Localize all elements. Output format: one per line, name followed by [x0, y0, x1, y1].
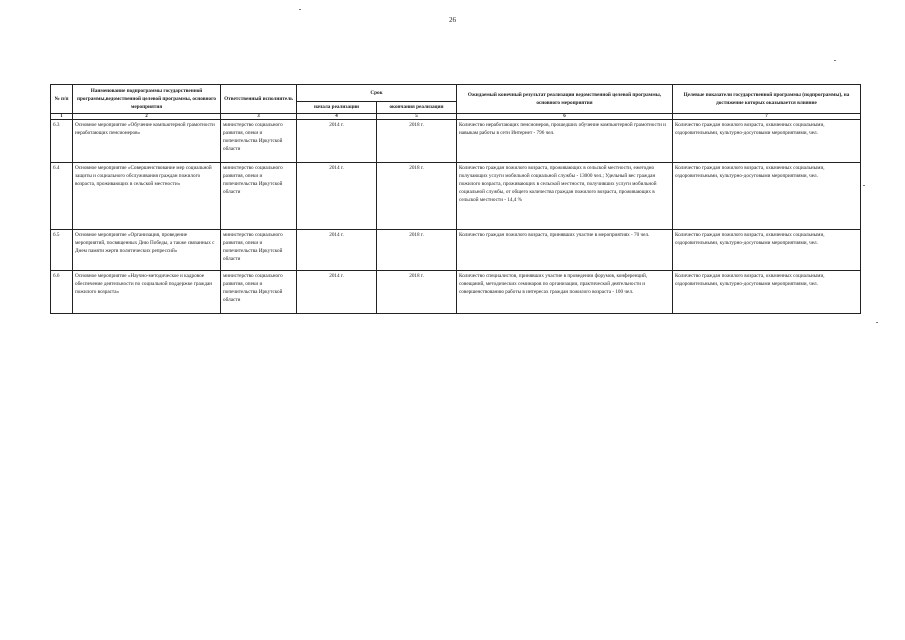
table-row	[51, 120, 861, 163]
target-indicators: Количество граждан пожилого возраста, охваченных социальными, оздоровительными, культурно-досуговыми мероприятиями, чел.	[673, 230, 861, 271]
row-number: 6.3	[51, 120, 73, 163]
header-term-start: начала реализации	[297, 102, 377, 114]
header-number: № п/п	[51, 85, 73, 114]
page-number: 26	[449, 16, 456, 24]
scan-speck	[863, 185, 865, 186]
scan-speck	[834, 60, 836, 61]
responsible-executor: министерство социального развития, опеки и попечительства Иркутской области	[221, 271, 297, 314]
row-number: 6.5	[51, 230, 73, 271]
column-number: 7	[673, 114, 861, 120]
column-number: 5	[377, 114, 457, 120]
activity-name: Основное мероприятие «Совершенствование мер социальной защиты и социального обслуживания граждан пожилого возраста, проживающих в сельской местности»	[73, 163, 221, 230]
header-term: Срок	[297, 85, 457, 102]
start-year: 2014 г.	[297, 163, 377, 230]
row-number: 6.4	[51, 163, 73, 230]
row-number: 6.6	[51, 271, 73, 314]
column-number: 2	[73, 114, 221, 120]
start-year: 2014 г.	[297, 271, 377, 314]
header-term-end: окончания реализации	[377, 102, 457, 114]
end-year: 2018 г.	[377, 230, 457, 271]
table-row	[51, 163, 861, 230]
program-activities-table	[50, 84, 861, 314]
header-name: Наименование подпрограммы государственной программы,ведомственной целевой программы, основного мероприятия	[73, 85, 221, 114]
end-year: 2018 г.	[377, 163, 457, 230]
column-number: 3	[221, 114, 297, 120]
header-responsible: Ответственный исполнитель	[221, 85, 297, 114]
target-indicators: Количество граждан пожилого возраста, охваченных социальными, оздоровительными, культурно-досуговыми мероприятиями, чел.	[673, 271, 861, 314]
column-number: 4	[297, 114, 377, 120]
expected-result: Количество специалистов, принявших участие в проведении форумов, конференций, совещаний, методических семинаров по организации, практической деятельности и совершенствованию работы в интересах граждан пожилого возраста - 100 чел.	[457, 271, 673, 314]
target-indicators: Количество граждан пожилого возраста, охваченных социальными, оздоровительными, культурно-досуговыми мероприятиями, чел.	[673, 120, 861, 163]
expected-result: Количество граждан пожилого возраста, проживающих в сельской местности, ежегодно получающих услуги мобильной социальной службы - 13000 чел.; Удельный вес граждан пожилого возраста, проживающих в сельской местности, получивших услуги мобильной социальной службы, от общего количества граждан пожилого возраста, проживающих в сельской местности - 14,4 %	[457, 163, 673, 230]
header-result: Ожидаемый конечный результат реализации ведомственной целевой программы, основного мероприятия	[457, 85, 673, 114]
table-row	[51, 230, 861, 271]
column-number: 6	[457, 114, 673, 120]
activity-name: Основное мероприятие «Научно-методическое и кадровое обеспечение деятельности по социальной поддержке граждан пожилого возраста»	[73, 271, 221, 314]
scan-speck	[299, 9, 301, 10]
start-year: 2014 г.	[297, 120, 377, 163]
end-year: 2018 г.	[377, 120, 457, 163]
expected-result: Количество неработающих пенсионеров, прошедших обучение компьютерной грамотности и навыкам работы в сети Интернет - 796 чел.	[457, 120, 673, 163]
responsible-executor: министерство социального развития, опеки и попечительства Иркутской области	[221, 230, 297, 271]
end-year: 2018 г.	[377, 271, 457, 314]
start-year: 2014 г.	[297, 230, 377, 271]
responsible-executor: министерство социального развития, опеки и попечительства Иркутской области	[221, 163, 297, 230]
expected-result: Количество граждан пожилого возраста, принявших участие в мероприятиях - 70 чел.	[457, 230, 673, 271]
header-indicators: Целевые показатели государственной программы (подпрограммы), на достижение которых оказывается влияние	[673, 85, 861, 114]
scan-speck	[876, 322, 878, 323]
activity-name: Основное мероприятие «Обучение компьютерной грамотности неработающих пенсионеров»	[73, 120, 221, 163]
target-indicators: Количество граждан пожилого возраста, охваченных социальными, оздоровительными, культурно-досуговыми мероприятиями, чел.	[673, 163, 861, 230]
table-row	[51, 271, 861, 314]
responsible-executor: министерство социального развития, опеки и попечительства Иркутской области	[221, 120, 297, 163]
column-number: 1	[51, 114, 73, 120]
activity-name: Основное мероприятие «Организация, проведение мероприятий, посвященных Дню Победы, а также связанных с Днем памяти жертв политических репрессий»	[73, 230, 221, 271]
